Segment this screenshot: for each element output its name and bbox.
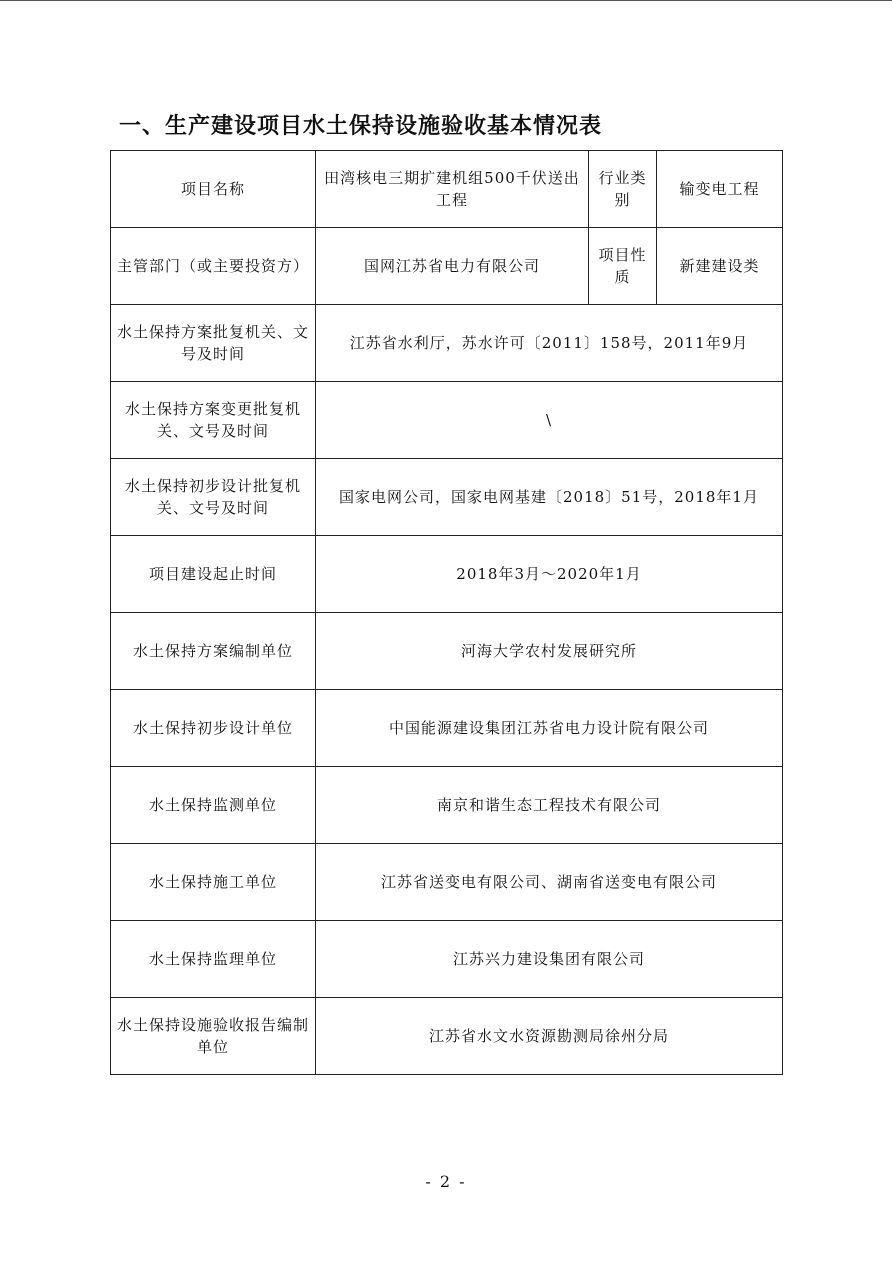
table-row bbox=[111, 613, 783, 690]
row-label-project-name: 项目名称 bbox=[111, 151, 316, 228]
row-label-supervision-unit: 水土保持监理单位 bbox=[111, 921, 316, 998]
row-label-plan-compiler: 水土保持方案编制单位 bbox=[111, 613, 316, 690]
row-label-plan-change-approval: 水土保持方案变更批复机关、文号及时间 bbox=[111, 382, 316, 459]
row-label-prelim-design-unit: 水土保持初步设计单位 bbox=[111, 690, 316, 767]
row-value-acceptance-report-unit: 江苏省水文水资源勘测局徐州分局 bbox=[316, 998, 783, 1075]
row-label-project-nature: 项目性质 bbox=[589, 228, 657, 305]
row-value-monitoring-unit: 南京和谐生态工程技术有限公司 bbox=[316, 767, 783, 844]
table-row bbox=[111, 151, 783, 228]
basic-info-table bbox=[110, 150, 783, 1075]
row-value-plan-change-approval: \ bbox=[316, 382, 783, 459]
row-value-project-name: 田湾核电三期扩建机组500千伏送出工程 bbox=[316, 151, 589, 228]
row-label-acceptance-report-unit: 水土保持设施验收报告编制单位 bbox=[111, 998, 316, 1075]
table-row bbox=[111, 844, 783, 921]
row-value-department: 国网江苏省电力有限公司 bbox=[316, 228, 589, 305]
table-row bbox=[111, 921, 783, 998]
page-title: 一、生产建设项目水土保持设施验收基本情况表 bbox=[119, 114, 603, 139]
row-label-construction-period: 项目建设起止时间 bbox=[111, 536, 316, 613]
table-row bbox=[111, 998, 783, 1075]
row-label-construction-unit: 水土保持施工单位 bbox=[111, 844, 316, 921]
row-value-construction-unit: 江苏省送变电有限公司、湖南省送变电有限公司 bbox=[316, 844, 783, 921]
row-value-plan-approval: 江苏省水利厅，苏水许可〔2011〕158号，2011年9月 bbox=[316, 305, 783, 382]
page-number: - 2 - bbox=[425, 1172, 467, 1191]
row-label-industry-category: 行业类别 bbox=[589, 151, 657, 228]
table-row bbox=[111, 228, 783, 305]
row-value-construction-period: 2018年3月～2020年1月 bbox=[316, 536, 783, 613]
table-row bbox=[111, 690, 783, 767]
row-value-industry-category: 输变电工程 bbox=[657, 151, 783, 228]
row-label-department: 主管部门（或主要投资方） bbox=[111, 228, 316, 305]
row-value-prelim-design-approval: 国家电网公司，国家电网基建〔2018〕51号，2018年1月 bbox=[316, 459, 783, 536]
table-row bbox=[111, 536, 783, 613]
row-label-prelim-design-approval: 水土保持初步设计批复机关、文号及时间 bbox=[111, 459, 316, 536]
table-row bbox=[111, 382, 783, 459]
row-label-monitoring-unit: 水土保持监测单位 bbox=[111, 767, 316, 844]
table-row bbox=[111, 459, 783, 536]
top-border-line bbox=[0, 0, 892, 1]
row-value-prelim-design-unit: 中国能源建设集团江苏省电力设计院有限公司 bbox=[316, 690, 783, 767]
row-label-plan-approval: 水土保持方案批复机关、文号及时间 bbox=[111, 305, 316, 382]
row-value-supervision-unit: 江苏兴力建设集团有限公司 bbox=[316, 921, 783, 998]
row-value-plan-compiler: 河海大学农村发展研究所 bbox=[316, 613, 783, 690]
table-row bbox=[111, 767, 783, 844]
table-row bbox=[111, 305, 783, 382]
row-value-project-nature: 新建建设类 bbox=[657, 228, 783, 305]
